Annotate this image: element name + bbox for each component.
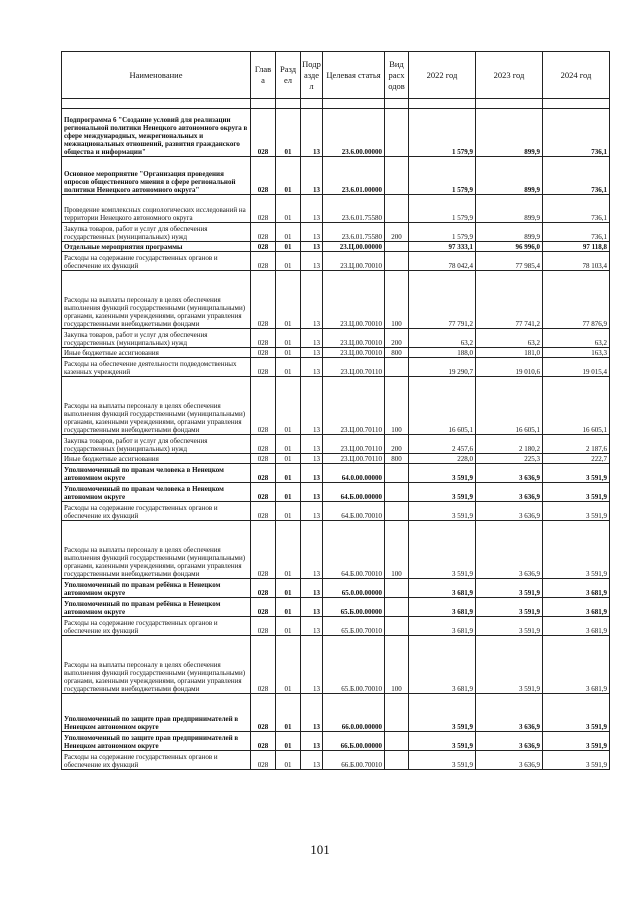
row-section — [276, 99, 301, 109]
table-row — [62, 99, 610, 109]
row-name: Расходы на выплаты персоналу в целях обеспечения выполнения функций государственными (муниципальными) органами, казенными учреждениями, органами управления государственными внебюджетными фондами — [62, 271, 251, 329]
row-amount-2023: 96 996,0 — [476, 242, 543, 252]
row-expense-type — [385, 358, 409, 377]
table-row — [62, 157, 610, 195]
row-subsection: 13 — [301, 157, 323, 195]
row-subsection: 13 — [301, 464, 323, 483]
row-amount-2022: 1 579,9 — [409, 223, 476, 242]
row-name: Уполномоченный по правам человека в Ненецком автономном округе — [62, 464, 251, 483]
budget-table — [61, 51, 610, 770]
table-row — [62, 521, 610, 579]
table-row — [62, 348, 610, 358]
row-section: 01 — [276, 751, 301, 770]
row-target-article — [323, 99, 385, 109]
row-amount-2022: 3 591,9 — [409, 694, 476, 732]
header-year-2024: 2024 год — [543, 52, 610, 99]
table-row — [62, 242, 610, 252]
row-subsection: 13 — [301, 636, 323, 694]
row-name: Расходы на обеспечение деятельности подведомственных казенных учреждений — [62, 358, 251, 377]
row-target-article: 23.Ц.00.70010 — [323, 271, 385, 329]
row-expense-type — [385, 502, 409, 521]
row-amount-2022: 3 681,9 — [409, 579, 476, 598]
row-amount-2024: 3 591,9 — [543, 483, 610, 502]
row-section: 01 — [276, 377, 301, 435]
table-row — [62, 617, 610, 636]
table-row — [62, 329, 610, 348]
header-target-article: Целевая статья — [323, 52, 385, 99]
row-expense-type — [385, 694, 409, 732]
row-amount-2023: 899,9 — [476, 195, 543, 223]
row-chapter: 028 — [251, 271, 276, 329]
row-amount-2023: 3 636,9 — [476, 483, 543, 502]
row-name: Подпрограмма 6 "Создание условий для реализации региональной политики Ненецкого автономного округа в сфере международных, межрегиональных и межнациональных отношений, развития гражданского общества и информации" — [62, 109, 251, 157]
row-subsection: 13 — [301, 348, 323, 358]
row-name: Уполномоченный по правам ребёнка в Ненецком автономном округе — [62, 598, 251, 617]
row-chapter: 028 — [251, 377, 276, 435]
row-section: 01 — [276, 483, 301, 502]
row-amount-2023: 3 591,9 — [476, 579, 543, 598]
row-chapter: 028 — [251, 751, 276, 770]
row-expense-type: 100 — [385, 521, 409, 579]
row-amount-2024: 77 876,9 — [543, 271, 610, 329]
row-amount-2024: 3 681,9 — [543, 617, 610, 636]
row-expense-type: 200 — [385, 435, 409, 454]
table-row — [62, 579, 610, 598]
table-row — [62, 751, 610, 770]
row-target-article: 23.Ц.00.00000 — [323, 242, 385, 252]
row-target-article: 65.Б.00.70010 — [323, 617, 385, 636]
row-target-article: 64.Б.00.70010 — [323, 521, 385, 579]
row-chapter: 028 — [251, 223, 276, 242]
row-target-article: 23.Ц.00.70010 — [323, 329, 385, 348]
row-amount-2023: 3 591,9 — [476, 617, 543, 636]
row-target-article: 64.0.00.00000 — [323, 464, 385, 483]
row-amount-2024: 16 605,1 — [543, 377, 610, 435]
header-year-2023: 2023 год — [476, 52, 543, 99]
row-target-article: 23.Ц.00.70010 — [323, 252, 385, 271]
row-section: 01 — [276, 195, 301, 223]
table-row — [62, 483, 610, 502]
row-section: 01 — [276, 109, 301, 157]
row-chapter: 028 — [251, 252, 276, 271]
row-section: 01 — [276, 598, 301, 617]
row-amount-2023: 2 180,2 — [476, 435, 543, 454]
row-amount-2022: 228,0 — [409, 454, 476, 464]
row-name: Расходы на содержание государственных органов и обеспечение их функций — [62, 751, 251, 770]
row-target-article: 66.Б.00.00000 — [323, 732, 385, 751]
row-amount-2024: 736,1 — [543, 223, 610, 242]
row-subsection: 13 — [301, 377, 323, 435]
row-amount-2023: 3 636,9 — [476, 502, 543, 521]
table-row — [62, 271, 610, 329]
row-expense-type: 800 — [385, 348, 409, 358]
table-row — [62, 732, 610, 751]
row-amount-2022: 3 591,9 — [409, 521, 476, 579]
row-amount-2024: 3 591,9 — [543, 751, 610, 770]
row-chapter: 028 — [251, 358, 276, 377]
table-row — [62, 502, 610, 521]
row-section: 01 — [276, 579, 301, 598]
row-amount-2024: 736,1 — [543, 109, 610, 157]
row-name: Проведение комплексных социологических исследований на территории Ненецкого автономного округа — [62, 195, 251, 223]
row-amount-2023: 16 605,1 — [476, 377, 543, 435]
row-name: Расходы на выплаты персоналу в целях обеспечения выполнения функций государственными (муниципальными) органами, казенными учреждениями, органами управления государственными внебюджетными фондами — [62, 377, 251, 435]
row-chapter: 028 — [251, 732, 276, 751]
row-target-article: 66.0.00.00000 — [323, 694, 385, 732]
row-name: Закупка товаров, работ и услуг для обеспечения государственных (муниципальных) нужд — [62, 223, 251, 242]
row-subsection: 13 — [301, 195, 323, 223]
row-amount-2024: 3 591,9 — [543, 464, 610, 483]
row-chapter: 028 — [251, 435, 276, 454]
row-amount-2022: 3 591,9 — [409, 483, 476, 502]
row-name: Уполномоченный по защите прав предпринимателей в Ненецком автономном округе — [62, 694, 251, 732]
row-chapter: 028 — [251, 502, 276, 521]
row-chapter: 028 — [251, 242, 276, 252]
row-subsection: 13 — [301, 223, 323, 242]
table-row — [62, 195, 610, 223]
header-name: Наименование — [62, 52, 251, 99]
row-chapter: 028 — [251, 454, 276, 464]
row-name: Основное мероприятие "Организация проведения опросов общественного мнения в сфере региональной политики Ненецкого автономного округа" — [62, 157, 251, 195]
row-amount-2023: 181,0 — [476, 348, 543, 358]
row-target-article: 23.Ц.00.70110 — [323, 358, 385, 377]
row-amount-2022: 77 791,2 — [409, 271, 476, 329]
row-expense-type: 100 — [385, 636, 409, 694]
row-amount-2024: 2 187,6 — [543, 435, 610, 454]
row-name: Иные бюджетные ассигнования — [62, 348, 251, 358]
row-subsection: 13 — [301, 242, 323, 252]
row-expense-type — [385, 483, 409, 502]
row-name: Уполномоченный по правам ребёнка в Ненецком автономном округе — [62, 579, 251, 598]
row-amount-2023: 3 636,9 — [476, 464, 543, 483]
row-section: 01 — [276, 521, 301, 579]
table-row — [62, 694, 610, 732]
row-amount-2022: 19 290,7 — [409, 358, 476, 377]
row-target-article: 23.6.01.75580 — [323, 223, 385, 242]
row-amount-2022: 3 681,9 — [409, 598, 476, 617]
row-target-article: 65.Б.00.00000 — [323, 598, 385, 617]
row-amount-2024: 97 118,8 — [543, 242, 610, 252]
row-amount-2022: 3 681,9 — [409, 636, 476, 694]
row-target-article: 23.6.01.00000 — [323, 157, 385, 195]
row-amount-2023: 899,9 — [476, 157, 543, 195]
row-section: 01 — [276, 329, 301, 348]
row-section: 01 — [276, 694, 301, 732]
row-expense-type — [385, 598, 409, 617]
table-row — [62, 377, 610, 435]
row-section: 01 — [276, 435, 301, 454]
row-name: Уполномоченный по защите прав предпринимателей в Ненецком автономном округе — [62, 732, 251, 751]
row-amount-2022: 3 591,9 — [409, 502, 476, 521]
row-name: Отдельные мероприятия программы — [62, 242, 251, 252]
row-subsection: 13 — [301, 329, 323, 348]
row-expense-type — [385, 617, 409, 636]
header-section: Разд ел — [276, 52, 301, 99]
row-name: Расходы на выплаты персоналу в целях обеспечения выполнения функций государственными (муниципальными) органами, казенными учреждениями, органами управления государственными внебюджетными фондами — [62, 636, 251, 694]
row-subsection: 13 — [301, 271, 323, 329]
row-amount-2022: 16 605,1 — [409, 377, 476, 435]
row-amount-2023: 63,2 — [476, 329, 543, 348]
row-expense-type — [385, 109, 409, 157]
row-amount-2022: 2 457,6 — [409, 435, 476, 454]
row-section: 01 — [276, 358, 301, 377]
row-subsection: 13 — [301, 252, 323, 271]
row-subsection: 13 — [301, 502, 323, 521]
row-target-article: 64.Б.00.00000 — [323, 483, 385, 502]
table-row — [62, 109, 610, 157]
row-amount-2022: 97 333,1 — [409, 242, 476, 252]
row-section: 01 — [276, 464, 301, 483]
row-amount-2024: 78 103,4 — [543, 252, 610, 271]
row-chapter: 028 — [251, 617, 276, 636]
row-target-article: 65.0.00.00000 — [323, 579, 385, 598]
row-name: Расходы на содержание государственных органов и обеспечение их функций — [62, 617, 251, 636]
page-number: 101 — [310, 842, 330, 857]
row-amount-2024: 3 681,9 — [543, 636, 610, 694]
row-amount-2023: 3 636,9 — [476, 732, 543, 751]
row-expense-type — [385, 751, 409, 770]
row-name: Уполномоченный по правам человека в Ненецком автономном округе — [62, 483, 251, 502]
row-section: 01 — [276, 242, 301, 252]
row-target-article: 23.6.01.75580 — [323, 195, 385, 223]
row-expense-type — [385, 99, 409, 109]
row-amount-2023: 77 741,2 — [476, 271, 543, 329]
row-name: Расходы на содержание государственных органов и обеспечение их функций — [62, 252, 251, 271]
row-expense-type — [385, 195, 409, 223]
row-chapter: 028 — [251, 157, 276, 195]
row-section: 01 — [276, 252, 301, 271]
row-expense-type — [385, 242, 409, 252]
row-amount-2022: 188,0 — [409, 348, 476, 358]
header-expense-type: Вид расх одов — [385, 52, 409, 99]
row-expense-type: 200 — [385, 329, 409, 348]
row-subsection: 13 — [301, 732, 323, 751]
row-name: Иные бюджетные ассигнования — [62, 454, 251, 464]
table-row — [62, 435, 610, 454]
row-chapter: 028 — [251, 636, 276, 694]
header-chapter: Глав а — [251, 52, 276, 99]
row-amount-2022: 3 591,9 — [409, 732, 476, 751]
row-name — [62, 99, 251, 109]
row-expense-type: 100 — [385, 377, 409, 435]
row-section: 01 — [276, 157, 301, 195]
row-expense-type: 100 — [385, 271, 409, 329]
row-amount-2024: 3 591,9 — [543, 732, 610, 751]
table-row — [62, 252, 610, 271]
row-amount-2024: 736,1 — [543, 195, 610, 223]
row-target-article: 23.Ц.00.70010 — [323, 348, 385, 358]
row-amount-2022: 3 591,9 — [409, 751, 476, 770]
row-target-article: 23.Ц.00.70110 — [323, 454, 385, 464]
table-row — [62, 598, 610, 617]
row-target-article: 66.Б.00.70010 — [323, 751, 385, 770]
row-target-article: 23.Ц.00.70110 — [323, 435, 385, 454]
row-amount-2024: 19 015,4 — [543, 358, 610, 377]
row-section: 01 — [276, 348, 301, 358]
row-subsection: 13 — [301, 598, 323, 617]
row-amount-2024: 222,7 — [543, 454, 610, 464]
row-expense-type — [385, 579, 409, 598]
row-subsection — [301, 99, 323, 109]
row-subsection: 13 — [301, 358, 323, 377]
row-subsection: 13 — [301, 109, 323, 157]
row-expense-type: 200 — [385, 223, 409, 242]
row-amount-2022: 1 579,9 — [409, 157, 476, 195]
row-amount-2023: 3 591,9 — [476, 598, 543, 617]
row-subsection: 13 — [301, 435, 323, 454]
row-name: Закупка товаров, работ и услуг для обеспечения государственных (муниципальных) нужд — [62, 329, 251, 348]
row-target-article: 65.Б.00.70010 — [323, 636, 385, 694]
row-amount-2022: 1 579,9 — [409, 195, 476, 223]
row-amount-2024: 3 591,9 — [543, 521, 610, 579]
row-chapter: 028 — [251, 195, 276, 223]
row-amount-2023 — [476, 99, 543, 109]
table-row — [62, 358, 610, 377]
row-amount-2024: 163,3 — [543, 348, 610, 358]
row-name: Расходы на содержание государственных органов и обеспечение их функций — [62, 502, 251, 521]
row-expense-type — [385, 157, 409, 195]
row-target-article: 23.Ц.00.70110 — [323, 377, 385, 435]
row-amount-2023: 3 636,9 — [476, 751, 543, 770]
row-amount-2024: 3 681,9 — [543, 598, 610, 617]
row-section: 01 — [276, 223, 301, 242]
row-amount-2022: 3 681,9 — [409, 617, 476, 636]
row-chapter: 028 — [251, 483, 276, 502]
table-row — [62, 223, 610, 242]
row-amount-2023: 899,9 — [476, 109, 543, 157]
row-subsection: 13 — [301, 483, 323, 502]
row-section: 01 — [276, 617, 301, 636]
row-chapter: 028 — [251, 464, 276, 483]
row-expense-type — [385, 464, 409, 483]
row-amount-2024: 736,1 — [543, 157, 610, 195]
row-amount-2022: 3 591,9 — [409, 464, 476, 483]
row-amount-2023: 3 636,9 — [476, 521, 543, 579]
row-amount-2023: 77 985,4 — [476, 252, 543, 271]
row-amount-2024: 3 591,9 — [543, 502, 610, 521]
row-amount-2024 — [543, 99, 610, 109]
row-amount-2022: 78 042,4 — [409, 252, 476, 271]
table-body — [62, 99, 610, 770]
row-section: 01 — [276, 454, 301, 464]
row-subsection: 13 — [301, 579, 323, 598]
row-section: 01 — [276, 636, 301, 694]
row-chapter: 028 — [251, 329, 276, 348]
row-subsection: 13 — [301, 521, 323, 579]
row-target-article: 64.Б.00.70010 — [323, 502, 385, 521]
row-section: 01 — [276, 502, 301, 521]
row-amount-2022: 1 579,9 — [409, 109, 476, 157]
row-chapter: 028 — [251, 579, 276, 598]
header-row — [62, 52, 610, 99]
row-expense-type — [385, 252, 409, 271]
row-chapter — [251, 99, 276, 109]
row-chapter: 028 — [251, 521, 276, 579]
row-subsection: 13 — [301, 694, 323, 732]
row-amount-2022: 63,2 — [409, 329, 476, 348]
row-amount-2024: 3 681,9 — [543, 579, 610, 598]
table-row — [62, 454, 610, 464]
row-amount-2023: 3 591,9 — [476, 636, 543, 694]
row-chapter: 028 — [251, 348, 276, 358]
row-subsection: 13 — [301, 617, 323, 636]
row-amount-2024: 63,2 — [543, 329, 610, 348]
row-chapter: 028 — [251, 109, 276, 157]
table-row — [62, 464, 610, 483]
header-year-2022: 2022 год — [409, 52, 476, 99]
row-name: Закупка товаров, работ и услуг для обеспечения государственных (муниципальных) нужд — [62, 435, 251, 454]
header-subsection: Подр азде л — [301, 52, 323, 99]
row-subsection: 13 — [301, 454, 323, 464]
row-expense-type — [385, 732, 409, 751]
row-expense-type: 800 — [385, 454, 409, 464]
row-amount-2022 — [409, 99, 476, 109]
row-amount-2023: 225,3 — [476, 454, 543, 464]
row-amount-2023: 899,9 — [476, 223, 543, 242]
row-amount-2024: 3 591,9 — [543, 694, 610, 732]
row-amount-2023: 19 010,6 — [476, 358, 543, 377]
row-section: 01 — [276, 732, 301, 751]
row-subsection: 13 — [301, 751, 323, 770]
row-section: 01 — [276, 271, 301, 329]
row-chapter: 028 — [251, 598, 276, 617]
row-target-article: 23.6.00.00000 — [323, 109, 385, 157]
table-row — [62, 636, 610, 694]
row-chapter: 028 — [251, 694, 276, 732]
row-amount-2023: 3 636,9 — [476, 694, 543, 732]
row-name: Расходы на выплаты персоналу в целях обеспечения выполнения функций государственными (муниципальными) органами, казенными учреждениями, органами управления государственными внебюджетными фондами — [62, 521, 251, 579]
